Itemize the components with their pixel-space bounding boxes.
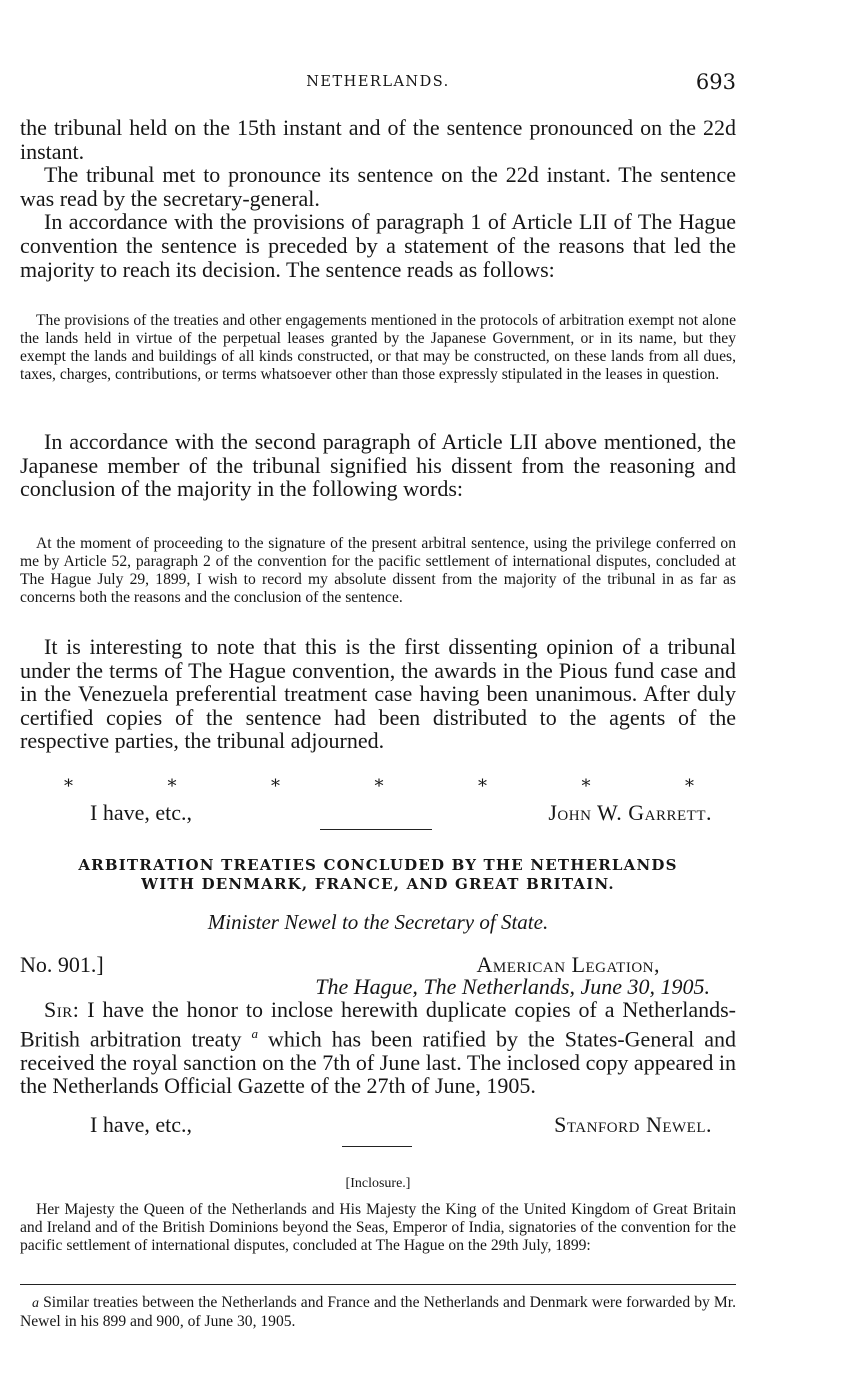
quoted-sentence (20, 312, 736, 384)
closing: I have, etc., (90, 800, 192, 825)
body-text: I have the honor to inclose herewith duplicate copies of a Netherlands-British arbitration treaty (20, 997, 737, 1051)
signoff-garrett (20, 800, 736, 826)
closing: I have, etc., (90, 1112, 192, 1137)
paragraph: The tribunal met to pronounce its sentence on the 22d instant. The sentence was read by the secretary-general. (20, 162, 736, 211)
footnote-mark: a (32, 1296, 39, 1311)
body-section-2 (20, 430, 736, 501)
body-section-1 (20, 116, 736, 281)
paragraph: It is interesting to note that this is the first dissenting opinion of a tribunal under the terms of The Hague convention, the awards in the Pious fund case and in the Venezuela preferential treatment case having been unanimous. After duly certified copies of the sentence had been distributed to the agents of the respective parties, the tribunal adjourned. (20, 634, 736, 754)
footnote-mark: a (251, 1025, 259, 1041)
body-text: which has been ratified by the States-General and received the royal sanction on the 7th of June last. The inclosed copy appeared in the Netherlands Official Gazette of the 27th of June, 1905. (20, 1025, 737, 1099)
separator-rule (320, 829, 432, 830)
dispatch-number: No. 901.] (20, 952, 104, 977)
footnote-rule (20, 1284, 736, 1285)
star: * (64, 776, 73, 797)
dispatch-place: American Legation, (476, 952, 660, 977)
quoted-dissent (20, 535, 736, 607)
subheading: Minister Newel to the Secretary of State. (207, 910, 549, 934)
star: * (581, 776, 591, 797)
separator-rule (342, 1146, 412, 1147)
star: * (271, 776, 280, 797)
footnote-paragraph (20, 1294, 736, 1331)
inclosure-paragraph: Her Majesty the Queen of the Netherlands and His Majesty the King of the United Kingdom of Great Britain and Ireland and of the British Dominions beyond the Seas, Emperor of India, signatories of the convention for the pacific settlement of international disputes, concluded at The Hague on the 29th July, 1899: (20, 1201, 736, 1255)
quote-text: At the moment of proceeding to the signature of the present arbitral sentence, using the privilege conferred on me by Article 52, paragraph 2 of the convention for the pacific settlement of international disputes, concluded at The Hague July 29, 1899, I wish to record my absolute dissent from the majority of the tribunal in as far as concerns both the reasons and the conclusion of the sentence. (20, 535, 736, 607)
body-section-3 (20, 635, 736, 753)
inclosure-label: [Inclosure.] (345, 1176, 411, 1191)
footnote-text: Similar treaties between the Netherlands and France and the Netherlands and Denmark were forwarded by Mr. Newel in his 899 and 900, of June 30, 1905. (20, 1294, 737, 1331)
paragraph-continued: the tribunal held on the 15th instant and of the sentence pronounced on the 22d instant. (20, 115, 736, 164)
section-heading (20, 856, 736, 894)
quote-text: The provisions of the treaties and other engagements mentioned in the protocols of arbitration exempt not alone the lands held in virtue of the perpetual leases granted by the Japanese Government, or in its name, but they exempt the lands and buildings of all kinds constructed, or that may be constructed, on these lands from all dues, taxes, charges, contributions, or terms whatsoever other than those expressly stipulated in the leases in question. (20, 312, 736, 384)
signature: Stanford Newel. (554, 1112, 712, 1137)
star: * (374, 776, 384, 797)
signature: John W. Garrett. (548, 800, 712, 825)
running-head (20, 70, 736, 96)
heading-line: WITH DENMARK, FRANCE, AND GREAT BRITAIN. (141, 875, 615, 893)
paragraph (20, 998, 736, 1098)
dispatch-date: The Hague, The Netherlands, June 30, 1905. (315, 974, 710, 999)
heading-line: ARBITRATION TREATIES CONCLUDED BY THE NETHERLANDS (78, 856, 678, 874)
ellipsis-stars (64, 776, 694, 797)
star: * (685, 776, 694, 797)
star: * (478, 776, 487, 797)
dispatch-body (20, 998, 736, 1098)
salutation: Sir: (44, 997, 80, 1022)
paragraph: In accordance with the second paragraph of Article LII above mentioned, the Japanese member of the tribunal signified his dissent from the reasoning and conclusion of the majority in the following words: (20, 429, 736, 502)
star: * (167, 776, 177, 797)
running-title: NETHERLANDS. (306, 74, 450, 90)
inclosure-text (20, 1201, 736, 1255)
signoff-newel (20, 1112, 736, 1138)
page-number: 693 (695, 70, 736, 94)
footnote (20, 1294, 736, 1331)
paragraph: In accordance with the provisions of paragraph 1 of Article LII of The Hague convention the sentence is preceded by a statement of the reasons that led the majority to reach its decision. The sentence reads as follows: (20, 209, 736, 282)
